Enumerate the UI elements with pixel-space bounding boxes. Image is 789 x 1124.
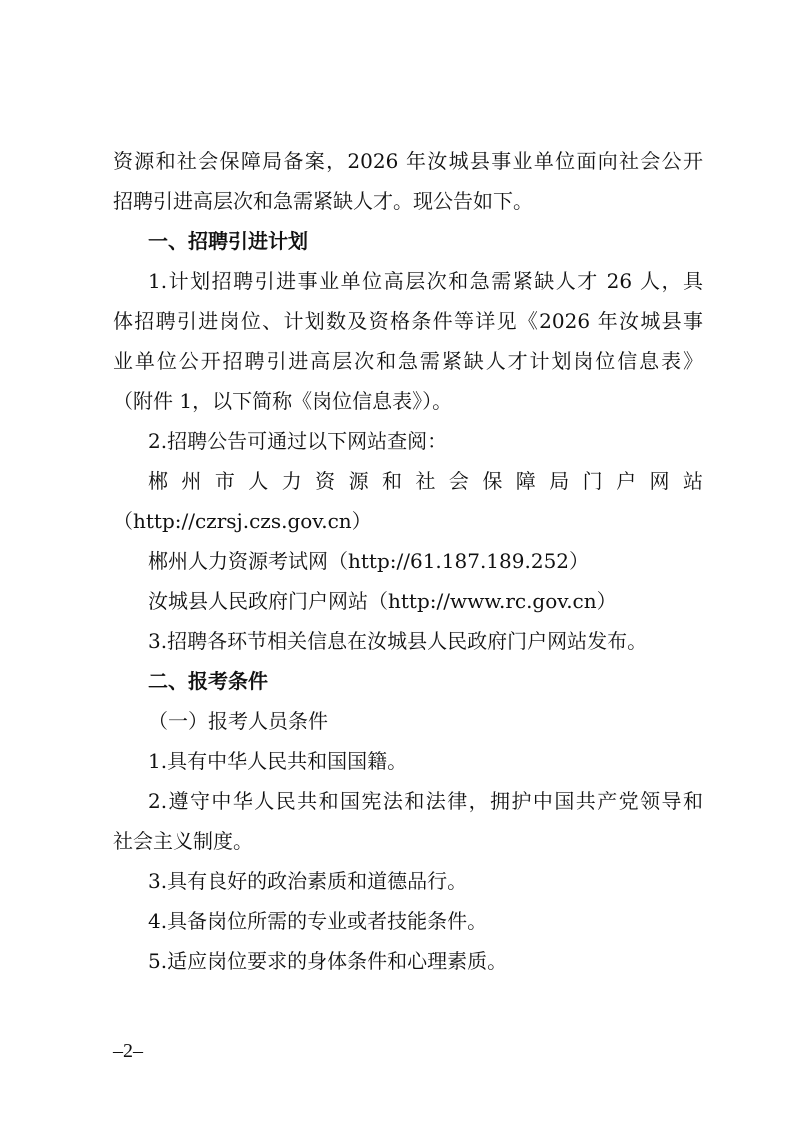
condition-item: 1.具有中华人民共和国国籍。	[148, 749, 408, 773]
paragraph-line: 3.招聘各环节相关信息在汝城县人民政府门户网站发布。	[148, 629, 648, 653]
subsection-heading: （一）报考人员条件	[148, 709, 328, 733]
section-heading-recruitment-plan: 一、招聘引进计划	[148, 229, 308, 253]
condition-item: 4.具备岗位所需的专业或者技能条件。	[148, 909, 488, 933]
paragraph-line: 体招聘引进岗位、计划数及资格条件等详见《2026 年汝城县事	[113, 309, 703, 333]
website-url-line: （http://czrsj.czs.gov.cn）	[113, 509, 372, 533]
paragraph-line: 资源和社会保障局备案，2026 年汝城县事业单位面向社会公开	[113, 149, 703, 173]
website-name-line: 郴州市人力资源和社会保障局门户网站	[148, 469, 703, 493]
section-heading-application-conditions: 二、报考条件	[148, 669, 268, 693]
page-number: –2–	[113, 1040, 143, 1062]
website-line: 郴州人力资源考试网（http://61.187.189.252）	[148, 549, 590, 573]
paragraph-line: 招聘引进高层次和急需紧缺人才。现公告如下。	[113, 189, 533, 213]
paragraph-line: 业单位公开招聘引进高层次和急需紧缺人才计划岗位信息表》	[113, 349, 703, 373]
website-line: 汝城县人民政府门户网站（http://www.rc.gov.cn）	[148, 589, 617, 613]
condition-item: 2.遵守中华人民共和国宪法和法律，拥护中国共产党领导和	[148, 789, 703, 813]
paragraph-line: 1.计划招聘引进事业单位高层次和急需紧缺人才 26 人，具	[148, 269, 703, 293]
condition-item-continuation: 社会主义制度。	[113, 829, 253, 853]
paragraph-line: 2.招聘公告可通过以下网站查阅：	[148, 429, 448, 453]
condition-item: 3.具有良好的政治素质和道德品行。	[148, 869, 468, 893]
condition-item: 5.适应岗位要求的身体条件和心理素质。	[148, 949, 508, 973]
paragraph-line: （附件 1，以下简称《岗位信息表》）。	[113, 389, 453, 413]
